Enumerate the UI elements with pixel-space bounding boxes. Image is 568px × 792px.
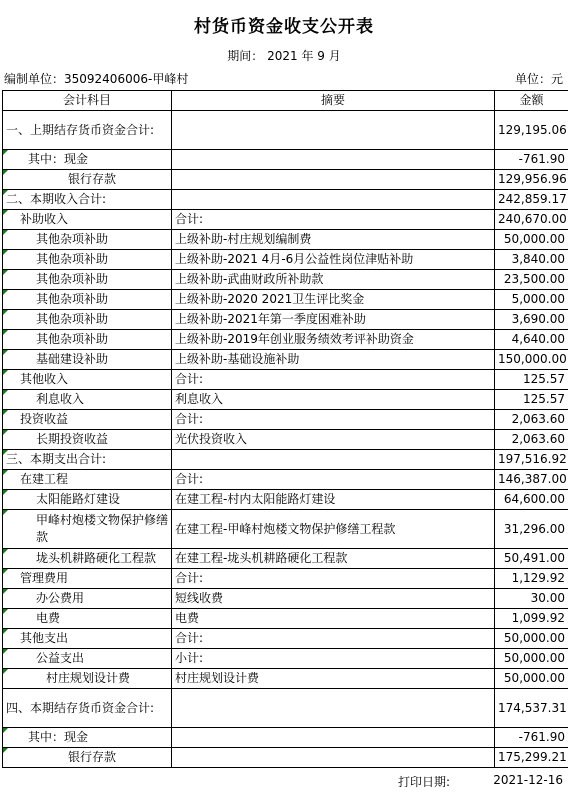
- table-row: [3, 589, 568, 609]
- account-cell: [3, 330, 172, 350]
- account-label: 垅头机耕路硬化工程款: [36, 551, 157, 565]
- summary-cell: 上级补助-村庄规划编制费: [172, 230, 495, 250]
- summary-cell: 利息收入: [172, 390, 495, 410]
- summary-cell: [172, 111, 495, 150]
- table-row: [3, 111, 568, 150]
- cell-marker-icon: [3, 350, 8, 355]
- account-label: 一、上期结存货币资金合计:: [6, 122, 155, 137]
- summary-cell: [172, 170, 495, 190]
- account-label: 办公费用: [36, 591, 85, 605]
- summary-cell: 短线收费: [172, 589, 495, 609]
- account-cell: [3, 290, 172, 310]
- summary-cell: 上级补助-2021年第一季度困难补助: [172, 310, 495, 330]
- amount-cell: 242,859.17: [495, 190, 568, 210]
- table-row: [3, 748, 568, 768]
- summary-cell: [172, 748, 495, 768]
- account-label: 在建工程: [20, 472, 69, 486]
- summary-cell: [172, 150, 495, 170]
- account-label: 其他杂项补助: [36, 292, 109, 306]
- account-cell: [3, 310, 172, 330]
- account-cell: [3, 170, 172, 190]
- cell-marker-icon: [3, 569, 8, 574]
- summary-cell: [172, 689, 495, 728]
- account-label: 村庄规划设计费: [46, 671, 131, 685]
- table-row: [3, 190, 568, 210]
- summary-cell: 合计:: [172, 569, 495, 589]
- account-cell: [3, 748, 172, 768]
- account-label: 其中：现金: [28, 730, 89, 744]
- table-row: [3, 390, 568, 410]
- amount-cell: 4,640.00: [495, 330, 568, 350]
- account-cell: [3, 111, 172, 150]
- table-row: [3, 450, 568, 470]
- table-row: [3, 350, 568, 370]
- cell-marker-icon: [3, 649, 8, 654]
- table-row: [3, 609, 568, 629]
- table-row: [3, 490, 568, 510]
- account-cell: [3, 410, 172, 430]
- amount-cell: 50,000.00: [495, 669, 568, 689]
- report-period: 期间： 2021 年 9 月: [227, 49, 341, 63]
- amount-cell: 30.00: [495, 589, 568, 609]
- summary-cell: 合计:: [172, 629, 495, 649]
- cell-marker-icon: [3, 330, 8, 335]
- cell-marker-icon: [3, 669, 8, 674]
- table-row: [3, 290, 568, 310]
- amount-cell: 125.57: [495, 390, 568, 410]
- table-row: [3, 689, 568, 728]
- cell-marker-icon: [3, 510, 8, 515]
- account-cell: [3, 649, 172, 669]
- summary-cell: 在建工程-村内太阳能路灯建设: [172, 490, 495, 510]
- cell-marker-icon: [3, 150, 8, 155]
- cell-marker-icon: [3, 310, 8, 315]
- account-label: 银行存款: [68, 172, 117, 186]
- summary-cell: 上级补助-2019年创业服务绩效考评补助资金: [172, 330, 495, 350]
- header-amount: 金额: [495, 91, 568, 111]
- cell-marker-icon: [3, 270, 8, 275]
- account-cell: [3, 430, 172, 450]
- account-label: 其他支出: [20, 631, 69, 645]
- table-row: [3, 330, 568, 350]
- summary-cell: 光伏投资收入: [172, 430, 495, 450]
- amount-cell: 240,670.00: [495, 210, 568, 230]
- summary-cell: 合计:: [172, 410, 495, 430]
- amount-cell: 1,099.92: [495, 609, 568, 629]
- cell-marker-icon: [3, 609, 8, 614]
- account-cell: [3, 669, 172, 689]
- amount-cell: 174,537.31: [495, 689, 568, 728]
- account-label: 四、本期结存货币资金合计:: [6, 700, 155, 715]
- account-label: 管理费用: [20, 571, 69, 585]
- account-cell: [3, 230, 172, 250]
- table-row: [3, 470, 568, 490]
- account-cell: [3, 370, 172, 390]
- summary-cell: 在建工程-甲峰村炮楼文物保护修缮工程款: [172, 510, 495, 549]
- summary-cell: 上级补助-武曲财政所补助款: [172, 270, 495, 290]
- account-cell: [3, 490, 172, 510]
- account-cell: [3, 450, 172, 470]
- currency-unit: 单位：元: [514, 72, 563, 86]
- account-cell: [3, 190, 172, 210]
- amount-cell: 50,491.00: [495, 549, 568, 569]
- summary-cell: 上级补助-2020 2021卫生评比奖金: [172, 290, 495, 310]
- account-label: 补助收入: [20, 212, 69, 226]
- account-cell: [3, 510, 172, 549]
- account-cell: [3, 609, 172, 629]
- amount-cell: 125.57: [495, 370, 568, 390]
- account-cell: [3, 250, 172, 270]
- account-cell: [3, 350, 172, 370]
- amount-cell: 3,840.00: [495, 250, 568, 270]
- account-label: 其他杂项补助: [36, 332, 109, 346]
- summary-cell: 合计:: [172, 210, 495, 230]
- amount-cell: 150,000.00: [495, 350, 568, 370]
- table-row: [3, 510, 568, 549]
- amount-cell: 197,516.92: [495, 450, 568, 470]
- amount-cell: 2,063.60: [495, 410, 568, 430]
- account-label: 其中：现金: [28, 152, 89, 166]
- compiling-unit: 编制单位：35092406006-甲峰村: [4, 72, 189, 86]
- table-row: [3, 549, 568, 569]
- table-row: [3, 629, 568, 649]
- summary-cell: 电费: [172, 609, 495, 629]
- account-label: 基础建设补助: [36, 352, 109, 366]
- amount-cell: 50,000.00: [495, 629, 568, 649]
- account-cell: [3, 270, 172, 290]
- summary-cell: 上级补助-基础设施补助: [172, 350, 495, 370]
- account-cell: [3, 390, 172, 410]
- account-cell: [3, 210, 172, 230]
- summary-cell: [172, 190, 495, 210]
- cell-marker-icon: [3, 629, 8, 634]
- table-row: [3, 370, 568, 390]
- table-row: [3, 230, 568, 250]
- amount-cell: 50,000.00: [495, 230, 568, 250]
- account-cell: [3, 689, 172, 728]
- header-summary: 摘要: [172, 91, 495, 111]
- account-cell: [3, 569, 172, 589]
- account-label: 其他收入: [20, 372, 69, 386]
- table-row: [3, 310, 568, 330]
- table-row: [3, 270, 568, 290]
- account-label: 太阳能路灯建设: [36, 492, 121, 506]
- cell-marker-icon: [3, 170, 8, 175]
- print-date-value: 2021-12-16: [493, 773, 563, 787]
- account-label: 其他杂项补助: [36, 252, 109, 266]
- cell-marker-icon: [3, 250, 8, 255]
- table-row: [3, 250, 568, 270]
- amount-cell: 1,129.92: [495, 569, 568, 589]
- account-label: 其他杂项补助: [36, 312, 109, 326]
- cell-marker-icon: [3, 450, 8, 455]
- account-label: 电费: [36, 611, 61, 625]
- account-label: 甲峰村炮楼文物保护修缮款: [36, 513, 169, 544]
- amount-cell: 64,600.00: [495, 490, 568, 510]
- amount-cell: 146,387.00: [495, 470, 568, 490]
- account-label: 二、本期收入合计:: [6, 192, 107, 206]
- amount-cell: 5,000.00: [495, 290, 568, 310]
- cell-marker-icon: [3, 210, 8, 215]
- summary-cell: [172, 450, 495, 470]
- account-label: 利息收入: [36, 392, 85, 406]
- summary-cell: 小计:: [172, 649, 495, 669]
- table-row: [3, 728, 568, 748]
- summary-cell: 在建工程-垅头机耕路硬化工程款: [172, 549, 495, 569]
- table-row: [3, 430, 568, 450]
- cell-marker-icon: [3, 230, 8, 235]
- account-cell: [3, 629, 172, 649]
- amount-cell: 3,690.00: [495, 310, 568, 330]
- cell-marker-icon: [3, 549, 8, 554]
- summary-cell: 合计:: [172, 370, 495, 390]
- table-row: [3, 649, 568, 669]
- summary-cell: 村庄规划设计费: [172, 669, 495, 689]
- table-header-row: [3, 91, 568, 111]
- account-cell: [3, 728, 172, 748]
- account-label: 公益支出: [36, 651, 85, 665]
- cell-marker-icon: [3, 190, 8, 195]
- cell-marker-icon: [3, 370, 8, 375]
- amount-cell: -761.90: [495, 150, 568, 170]
- table-row: [3, 569, 568, 589]
- amount-cell: 31,296.00: [495, 510, 568, 549]
- table-row: [3, 669, 568, 689]
- account-label: 银行存款: [68, 750, 117, 764]
- table-row: [3, 210, 568, 230]
- summary-cell: 合计:: [172, 470, 495, 490]
- account-cell: [3, 589, 172, 609]
- account-label: 三、本期支出合计:: [6, 452, 107, 466]
- amount-cell: 23,500.00: [495, 270, 568, 290]
- print-date-label: 打印日期:: [398, 775, 451, 789]
- cell-marker-icon: [3, 430, 8, 435]
- amount-cell: 175,299.21: [495, 748, 568, 768]
- amount-cell: -761.90: [495, 728, 568, 748]
- amount-cell: 50,000.00: [495, 649, 568, 669]
- cell-marker-icon: [3, 589, 8, 594]
- amount-cell: 129,195.06: [495, 111, 568, 150]
- summary-cell: 上级补助-2021 4月-6月公益性岗位津贴补助: [172, 250, 495, 270]
- cell-marker-icon: [3, 410, 8, 415]
- account-cell: [3, 549, 172, 569]
- account-label: 其他杂项补助: [36, 272, 109, 286]
- amount-cell: 2,063.60: [495, 430, 568, 450]
- cell-marker-icon: [3, 748, 8, 753]
- page-title: 村货币资金收支公开表: [194, 17, 374, 37]
- summary-cell: [172, 728, 495, 748]
- account-label: 投资收益: [20, 412, 69, 426]
- account-cell: [3, 470, 172, 490]
- amount-cell: 129,956.96: [495, 170, 568, 190]
- table-row: [3, 170, 568, 190]
- account-label: 其他杂项补助: [36, 232, 109, 246]
- cell-marker-icon: [3, 490, 8, 495]
- header-account: 会计科目: [3, 91, 172, 111]
- ledger-body: [3, 111, 568, 768]
- ledger-table: [2, 90, 568, 768]
- account-cell: [3, 150, 172, 170]
- table-row: [3, 410, 568, 430]
- account-label: 长期投资收益: [36, 432, 109, 446]
- cell-marker-icon: [3, 470, 8, 475]
- cell-marker-icon: [3, 390, 8, 395]
- table-row: [3, 150, 568, 170]
- cell-marker-icon: [3, 728, 8, 733]
- cell-marker-icon: [3, 290, 8, 295]
